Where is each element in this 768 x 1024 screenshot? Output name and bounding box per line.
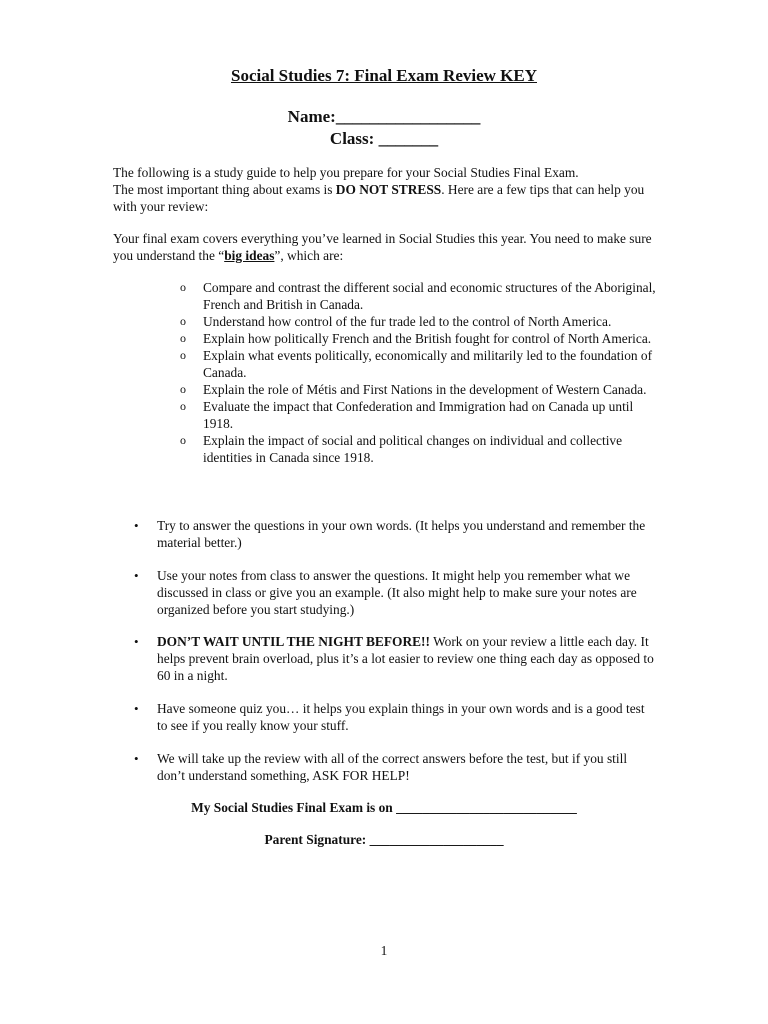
list-item <box>177 398 657 432</box>
name-field <box>0 107 768 127</box>
bullet-marker: • <box>134 751 139 766</box>
tip-ask-for-help <box>134 750 657 784</box>
list-item-text: Compare and contrast the different social and economic structures of the Aboriginal, French and British in Canada. <box>203 280 656 312</box>
covers-post: ”, which are: <box>274 248 344 263</box>
tip-own-words <box>134 517 657 551</box>
list-item <box>177 347 657 381</box>
covers-pre: Your final exam covers everything you’ve learned in Social Studies this year. You need to make sure you understand the “ <box>113 231 652 263</box>
page-number: 1 <box>380 943 388 958</box>
big-ideas-emphasis: big ideas <box>224 248 275 263</box>
exam-date-line: My Social Studies Final Exam is on ___________________________ <box>191 800 577 815</box>
tip-use-notes <box>134 567 657 618</box>
bullet-marker: • <box>134 634 139 649</box>
list-item-text: Understand how control of the fur trade led to the control of North America. <box>203 314 612 329</box>
list-item-text: Explain the role of Métis and First Nations in the development of Western Canada. <box>203 382 647 397</box>
list-item <box>177 432 657 466</box>
tip-emphasis: DON’T WAIT UNTIL THE NIGHT BEFORE!! <box>157 634 430 649</box>
class-blank: _______ <box>378 129 439 148</box>
document-title: Social Studies 7: Final Exam Review KEY <box>230 66 537 85</box>
big-ideas-list <box>177 279 657 466</box>
list-item <box>177 279 657 313</box>
intro-line-2-pre: The most important thing about exams is <box>113 182 336 197</box>
class-field <box>0 129 768 149</box>
list-item <box>177 381 657 398</box>
bullet-marker: • <box>134 568 139 583</box>
list-marker: o <box>180 331 186 345</box>
name-blank: _________________ <box>335 107 481 126</box>
list-marker: o <box>180 399 186 413</box>
list-item <box>177 313 657 330</box>
do-not-stress: DO NOT STRESS <box>335 182 442 197</box>
tip-dont-wait <box>134 633 657 684</box>
name-label: Name: <box>287 107 336 126</box>
intro-paragraph <box>113 164 663 215</box>
class-label: Class: <box>329 129 375 148</box>
list-item-text: Explain the impact of social and political changes on individual and collective identities in Canada since 1918. <box>203 433 623 465</box>
parent-signature-line: Parent Signature: ____________________ <box>264 832 504 847</box>
list-item-text: Explain what events politically, economically and militarily led to the foundation of Canada. <box>203 348 653 380</box>
list-marker: o <box>180 314 186 328</box>
list-marker: o <box>180 382 186 396</box>
covers-paragraph <box>113 230 663 264</box>
list-marker: o <box>180 280 186 294</box>
tip-text: Try to answer the questions in your own words. (It helps you understand and remember the material better.) <box>157 518 646 550</box>
list-item <box>177 330 657 347</box>
tip-text: Have someone quiz you… it helps you explain things in your own words and is a good test to see if you really know your stuff. <box>157 701 645 733</box>
list-item-text: Evaluate the impact that Confederation and Immigration had on Canada up until 1918. <box>203 399 634 431</box>
tip-quiz <box>134 700 657 734</box>
intro-line-2-post: . Here are a few tips that can help you with your review: <box>113 182 645 214</box>
bullet-marker: • <box>134 518 139 533</box>
list-marker: o <box>180 433 186 447</box>
bullet-marker: • <box>134 701 139 716</box>
tip-text: We will take up the review with all of the correct answers before the test, but if you still don’t understand something, ASK FOR HELP! <box>157 751 628 783</box>
tip-text: Use your notes from class to answer the questions. It might help you remember what we discussed in class or give you an example. (It also might help to make sure your notes are organized before you start studying.) <box>157 568 637 617</box>
intro-line-1: The following is a study guide to help you prepare for your Social Studies Final Exam. <box>113 165 579 180</box>
list-item-text: Explain how politically French and the British fought for control of North America. <box>203 331 652 346</box>
tip-text: Work on your review a little each day. It helps prevent brain overload, plus it’s a lot easier to review one thing each day as opposed to 60 in a night. <box>157 634 654 683</box>
list-marker: o <box>180 348 186 362</box>
